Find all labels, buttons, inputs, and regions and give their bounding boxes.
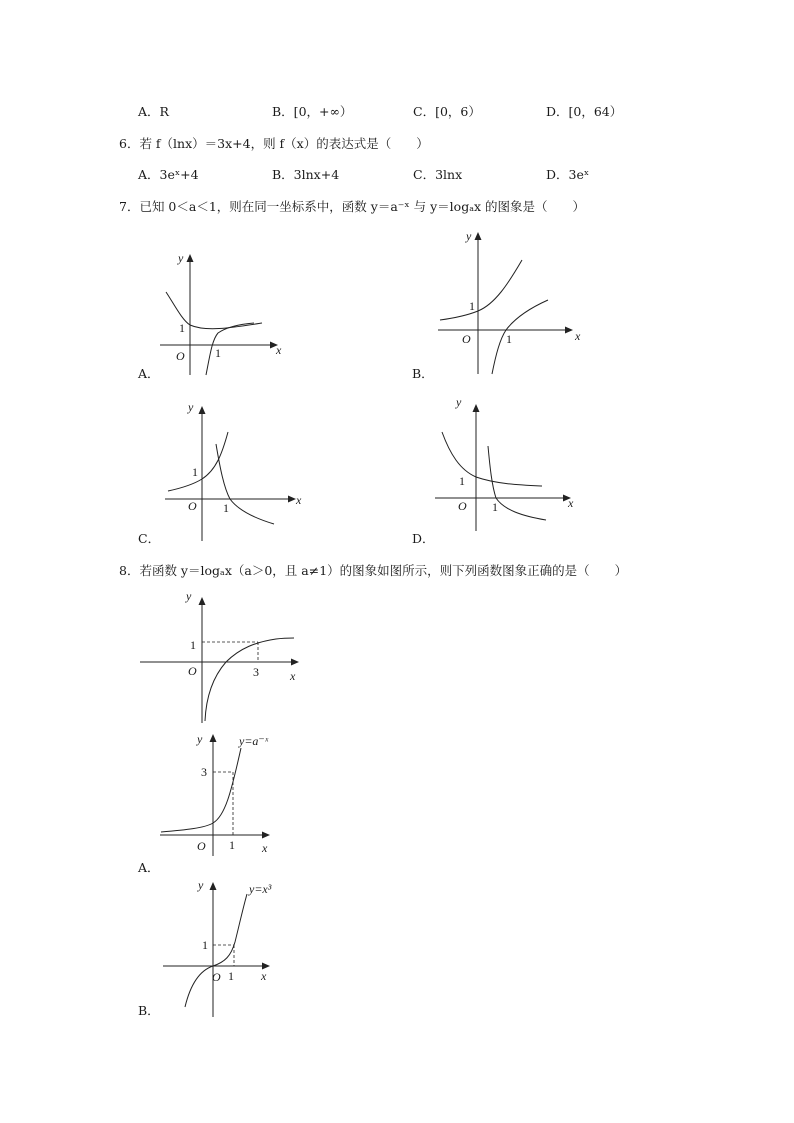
y-label: y [197, 732, 203, 746]
x-label: x [575, 329, 581, 343]
q6-option-a: A．3eˣ+4 [138, 167, 199, 182]
y-axis-arrow-icon [199, 406, 206, 414]
q5-option-a: A．R [138, 104, 169, 119]
curve-logarithm [206, 323, 254, 375]
y-one-label: 1 [179, 321, 185, 335]
q7-graph-b [430, 224, 590, 380]
y-one-label: 1 [190, 638, 196, 652]
origin-label: O [188, 499, 197, 513]
q7-graph-c [160, 396, 310, 546]
origin-label: O [188, 664, 197, 678]
curve-logarithm [205, 638, 294, 721]
q8-label-b: B． [138, 1003, 160, 1018]
x-one-label: 1 [506, 332, 512, 346]
q5-option-d: D．[0，64） [546, 104, 623, 119]
q7-label-b: B． [412, 366, 434, 381]
x-label: x [262, 841, 268, 855]
y-label: y [466, 229, 472, 243]
curve-exponential [440, 260, 522, 320]
q8-graph-a [155, 728, 295, 858]
curve-exponential [161, 748, 241, 832]
y-axis-arrow-icon [210, 882, 217, 890]
y-one-label: 1 [192, 465, 198, 479]
q8-stem: 8．若函数 y＝logₐx（a＞0，且 a≠1）的图象如图所示，则下列函数图象正确的是（ ） [119, 563, 628, 578]
y-label: y [186, 589, 192, 603]
q7-label-a: A． [138, 366, 160, 381]
y-label: y [198, 878, 204, 892]
y-axis-arrow-icon [475, 232, 482, 240]
q8-given-graph [136, 588, 316, 728]
q5-option-c: C．[0，6） [413, 104, 481, 119]
x-label: x [290, 669, 296, 683]
y-label: y [456, 395, 462, 409]
x-label: x [261, 969, 267, 983]
x-label: x [296, 493, 302, 507]
origin-label: O [176, 349, 185, 363]
y-label: y [178, 251, 184, 265]
q7-label-c: C． [138, 531, 161, 546]
x-one-label: 1 [215, 346, 221, 360]
x-axis-arrow-icon [262, 832, 270, 839]
q6-stem: 6．若 f（lnx）＝3x+4，则 f（x）的表达式是（ ） [119, 136, 429, 151]
curve-logarithm [492, 300, 548, 374]
q7-label-d: D． [412, 531, 435, 546]
y-three-label: 3 [201, 765, 207, 779]
y-label: y [188, 400, 194, 414]
x-one-label: 1 [223, 501, 229, 515]
origin-label: O [458, 499, 467, 513]
y-one-label: 1 [459, 474, 465, 488]
q6-option-c: C．3lnx [413, 167, 463, 182]
x-label: x [568, 496, 574, 510]
q8-graph-b [155, 872, 295, 1020]
origin-label: O [212, 970, 221, 984]
x-label: x [276, 343, 282, 357]
x-axis-arrow-icon [565, 327, 573, 334]
y-axis-arrow-icon [199, 597, 206, 605]
q6-option-d: D．3eˣ [546, 167, 590, 182]
x-one-label: 1 [492, 500, 498, 514]
x-axis-arrow-icon [288, 496, 296, 503]
q8-label-a: A． [138, 860, 160, 875]
curve-cubic [185, 894, 247, 1007]
q7-stem: 7．已知 0＜a＜1，则在同一坐标系中，函数 y＝a⁻ˣ 与 y＝logₐx 的图象是（ ） [119, 199, 586, 214]
q7-graph-d [430, 394, 590, 534]
curve-b-label: y=x³ [249, 882, 272, 896]
q7-graph-a [150, 240, 300, 380]
y-one-label: 1 [469, 299, 475, 313]
x-axis-arrow-icon [291, 659, 299, 666]
x-three-label: 3 [253, 665, 259, 679]
q5-option-b: B．[0，+∞） [272, 104, 353, 119]
curve-a-label: y=a⁻ˣ [239, 734, 269, 748]
origin-label: O [462, 332, 471, 346]
y-axis-arrow-icon [210, 734, 217, 742]
origin-label: O [197, 839, 206, 853]
y-one-label: 1 [202, 938, 208, 952]
x-one-label: 1 [229, 838, 235, 852]
x-one-label: 1 [228, 969, 234, 983]
q6-option-b: B．3lnx+4 [272, 167, 340, 182]
y-axis-arrow-icon [187, 254, 194, 262]
y-axis-arrow-icon [473, 404, 480, 412]
